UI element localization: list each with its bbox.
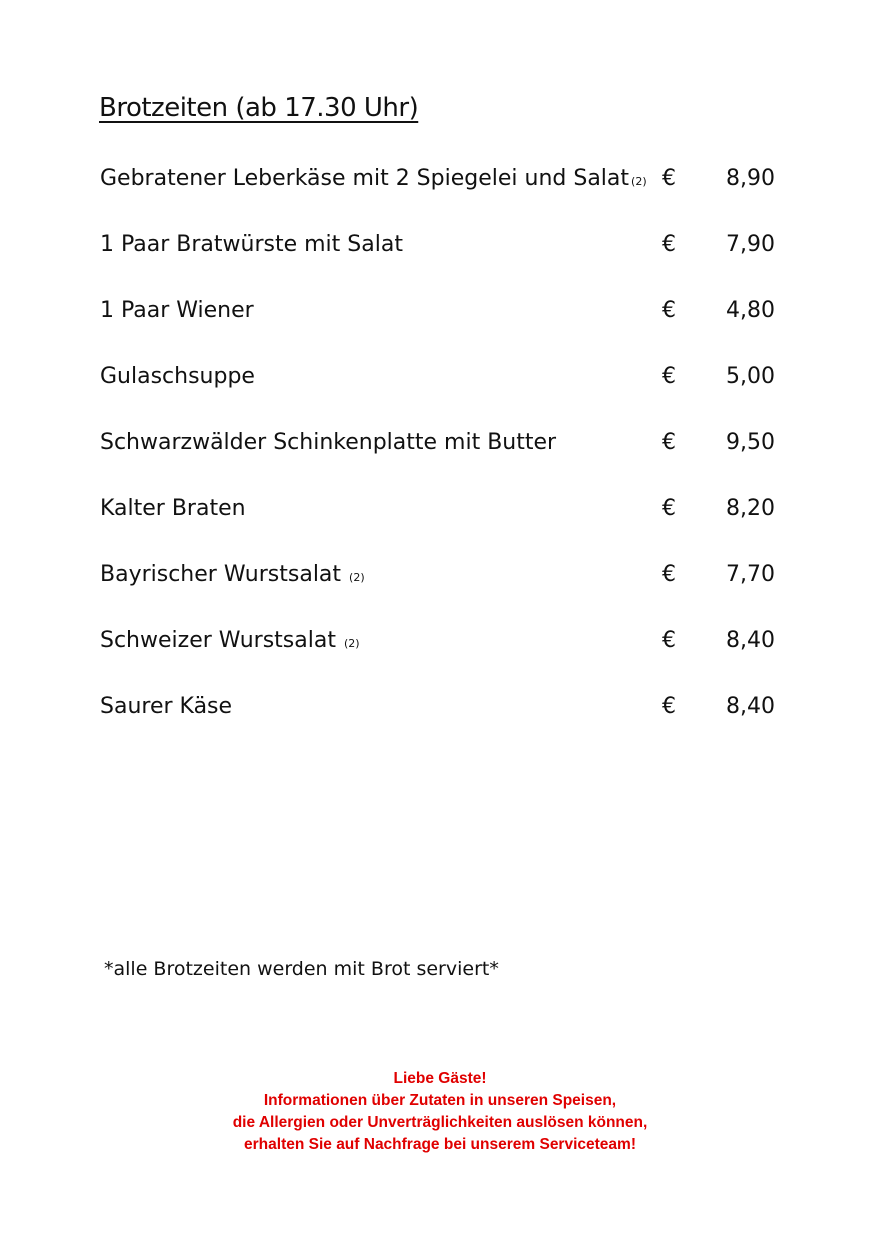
currency-symbol: € [662, 166, 676, 191]
menu-item [100, 492, 800, 558]
currency-symbol: € [662, 232, 676, 257]
menu-item-name-wrap [100, 558, 365, 595]
menu-item-price: 7,90 [726, 232, 775, 257]
currency-symbol: € [662, 496, 676, 521]
allergy-notice-line: erhalten Sie auf Nachfrage bei unserem Serviceteam! [244, 1136, 636, 1153]
menu-item-price: 8,40 [726, 694, 775, 719]
menu-item-price: 5,00 [726, 364, 775, 389]
currency-symbol: € [662, 694, 676, 719]
menu-item-name: Saurer Käse [100, 694, 233, 719]
menu-item-name-wrap [100, 690, 232, 724]
menu-item-name-wrap [100, 162, 647, 199]
menu-item-name: Kalter Braten [100, 496, 246, 521]
menu-item-name: Gulaschsuppe [100, 364, 255, 389]
currency-symbol: € [662, 364, 676, 389]
allergy-notice [0, 1068, 880, 1156]
menu-item-price: 8,20 [726, 496, 775, 521]
menu-item [100, 294, 800, 360]
menu-item-name-wrap [100, 294, 254, 328]
allergen-marker: (2) [349, 571, 365, 584]
menu-item-name-wrap [100, 492, 246, 526]
allergy-notice-line: die Allergien oder Unverträglichkeiten auslösen können, [232, 1114, 648, 1131]
menu-item-name: 1 Paar Wiener [100, 298, 254, 323]
menu-item-name: 1 Paar Bratwürste mit Salat [100, 232, 403, 257]
menu-item [100, 558, 800, 624]
allergy-notice-line: Informationen über Zutaten in unseren Speisen, [263, 1092, 617, 1109]
menu-item-name: Schwarzwälder Schinkenplatte mit Butter [100, 430, 557, 455]
menu-item-price: 9,50 [726, 430, 775, 455]
menu-item-price: 8,90 [726, 166, 775, 191]
menu-item-name: Schweizer Wurstsalat [100, 628, 336, 653]
menu-item-price: 7,70 [726, 562, 775, 587]
menu-list [100, 162, 800, 756]
menu-item [100, 426, 800, 492]
allergen-marker: (2) [343, 637, 360, 650]
menu-item-name-wrap [100, 624, 360, 661]
allergy-notice-greeting: Liebe Gäste! [393, 1070, 487, 1087]
currency-symbol: € [662, 562, 676, 587]
menu-item-name: Bayrischer Wurstsalat [100, 562, 342, 587]
menu-item-name-wrap [100, 360, 255, 394]
menu-item-name-wrap [100, 426, 556, 460]
menu-item-name-wrap [100, 228, 403, 262]
menu-item [100, 228, 800, 294]
currency-symbol: € [662, 430, 676, 455]
menu-item-price: 8,40 [726, 628, 775, 653]
menu-item [100, 162, 800, 228]
menu-item [100, 360, 800, 426]
menu-item-name: Gebratener Leberkäse mit 2 Spiegelei und Salat [100, 166, 630, 191]
menu-item-price: 4,80 [726, 298, 775, 323]
page-title: Brotzeiten (ab 17.30 Uhr) [99, 93, 419, 123]
bread-note: *alle Brotzeiten werden mit Brot serviert* [104, 958, 499, 980]
currency-symbol: € [662, 298, 676, 323]
menu-item [100, 624, 800, 690]
allergen-marker: (2) [631, 175, 647, 188]
currency-symbol: € [662, 628, 676, 653]
menu-item [100, 690, 800, 756]
